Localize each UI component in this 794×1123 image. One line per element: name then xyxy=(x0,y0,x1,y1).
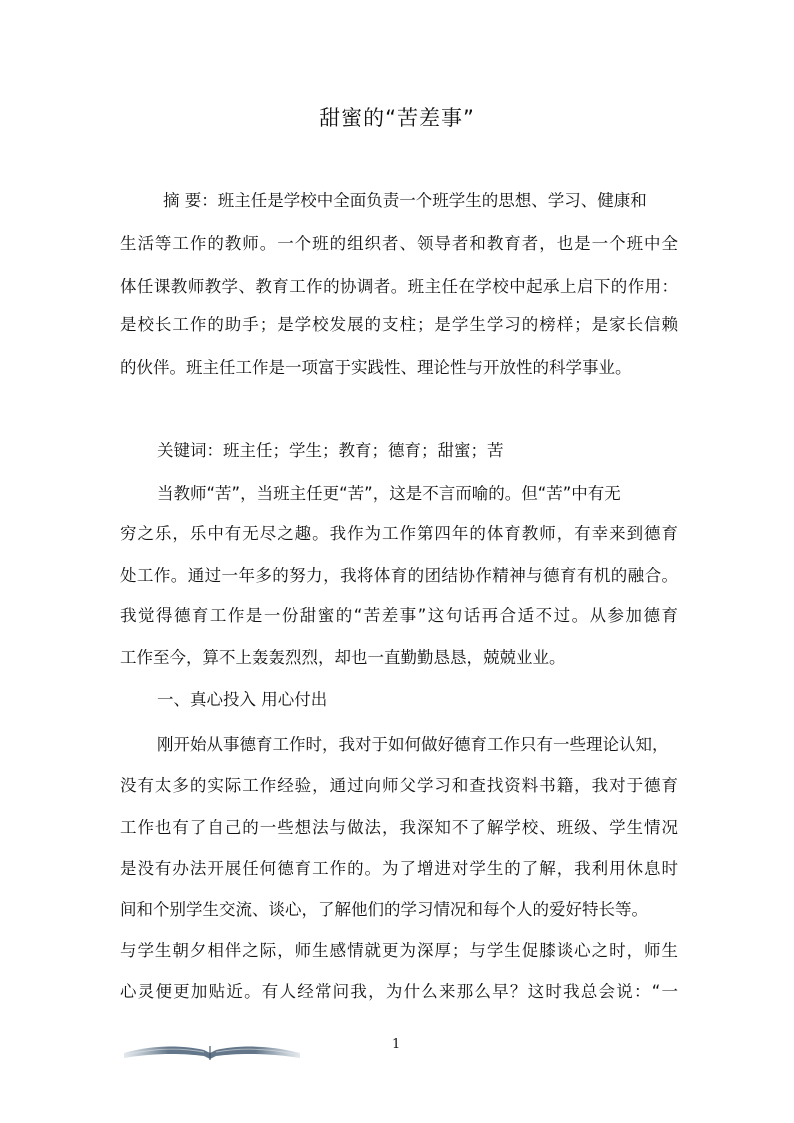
body-line: 我觉得德育工作是一份甜蜜的“苦差事”这句话再合适不过。从参加德育 xyxy=(120,606,678,625)
abstract-line: 体任课教师教学、教育工作的协调者。班主任在学校中起承上启下的作用： xyxy=(120,277,678,296)
body-line: 与学生朝夕相伴之际，师生感情就更为深厚；与学生促膝谈心之时，师生 xyxy=(120,941,678,960)
abstract-line: 的伙伴。班主任工作是一项富于实践性、理论性与开放性的科学事业。 xyxy=(120,358,632,377)
body-line: 心灵便更加贴近。有人经常问我，为什么来那么早？这时我总会说：“一 xyxy=(120,982,678,1001)
body-line: 当教师“苦”，当班主任更“苦”，这是不言而喻的。但“苦”中有无 xyxy=(157,484,621,503)
section-heading: 一、真心投入 用心付出 xyxy=(157,690,328,709)
abstract-line: 摘 要：班主任是学校中全面负责一个班学生的思想、学习、健康和 xyxy=(163,191,647,210)
body-line: 工作也有了自己的一些想法与做法，我深知不了解学校、班级、学生情况 xyxy=(120,818,678,837)
body-line: 工作至今，算不上轰轰烈烈，却也一直勤勤恳恳，兢兢业业。 xyxy=(120,648,566,667)
document-title: 甜蜜的“苦差事” xyxy=(319,106,475,130)
body-line: 是没有办法开展任何德育工作的。为了增进对学生的了解，我利用休息时 xyxy=(120,859,678,878)
abstract-line: 生活等工作的教师。一个班的组织者、领导者和教育者，也是一个班中全 xyxy=(120,234,678,253)
body-line: 刚开始从事德育工作时，我对于如何做好德育工作只有一些理论认知， xyxy=(157,735,669,754)
keywords: 关键词：班主任；学生；教育；德育；甜蜜；苦 xyxy=(157,441,504,460)
body-line: 处工作。通过一年多的努力，我将体育的团结协作精神与德育有机的融合。 xyxy=(120,566,678,585)
abstract-line: 是校长工作的助手；是学校发展的支柱；是学生学习的榜样；是家长信赖 xyxy=(120,315,678,334)
body-line: 间和个别学生交流、谈心，了解他们的学习情况和每个人的爱好特长等。 xyxy=(120,900,648,919)
body-line: 穷之乐，乐中有无尽之趣。我作为工作第四年的体育教师，有幸来到德育 xyxy=(120,524,678,543)
page-number: 1 xyxy=(392,1037,401,1052)
open-book-icon xyxy=(118,1038,306,1062)
body-line: 没有太多的实际工作经验，通过向师父学习和查找资料书籍，我对于德育 xyxy=(120,776,678,795)
